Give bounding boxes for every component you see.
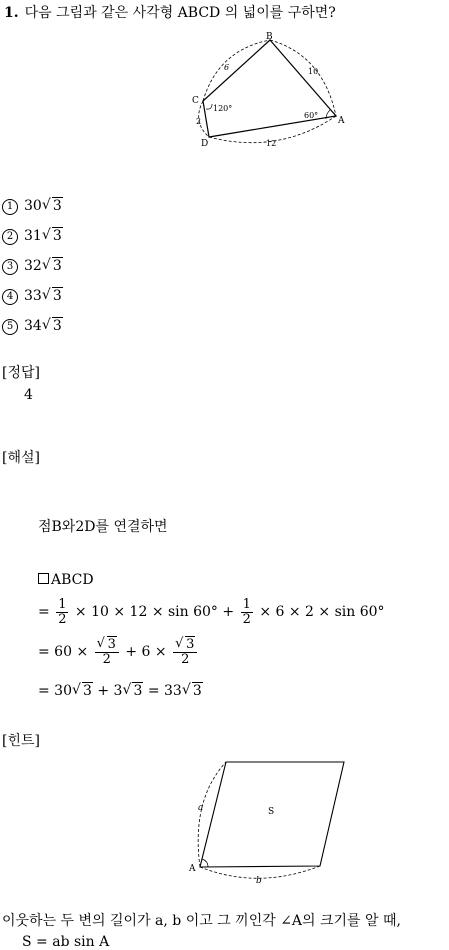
answer-label: [정답] [2, 365, 40, 381]
sqrt-symbol: √ 3 [42, 318, 63, 334]
explanation-line-2: = 60 × √ $\frac{3}{2}$ + 6 × √ $\frac{3}{2}$ [38, 638, 199, 666]
square-symbol [38, 573, 49, 584]
option-marker: 5 [2, 319, 18, 335]
explanation-line-1: = $\frac{1}{2}$ × 10 × 12 × sin 60° + $\frac{1}{2}$ × 6 × 2 × sin 60° [38, 597, 385, 627]
side-ab-label: 10 [308, 67, 319, 76]
explanation-intro: 점B와2D를 연결하면 [38, 519, 168, 535]
vertex-d-label: D [201, 139, 209, 149]
question-title [4, 2, 336, 22]
explanation-line-0: ABCD [38, 572, 94, 588]
option-marker: 4 [2, 289, 18, 305]
question-text: 다음 그림과 같은 사각형 ABCD 의 넓이를 구하면? [24, 5, 336, 21]
option-2[interactable]: 2 31√ 3 [2, 228, 63, 245]
vertex-a-label: A [189, 864, 196, 874]
hint-formula: S = ab sin A [22, 934, 110, 950]
parallelogram-figure [188, 760, 352, 888]
question-number: 1. [4, 5, 19, 21]
vertex-c-label: C [192, 96, 199, 106]
area-s-label: S [268, 807, 275, 817]
side-bc-label: 6 [224, 63, 230, 72]
option-1[interactable]: 1 30√ 3 [2, 198, 63, 215]
option-marker: 2 [2, 229, 18, 245]
sqrt-symbol: √ 3 [42, 228, 63, 244]
option-4[interactable]: 4 33√ 3 [2, 288, 63, 305]
explanation-line-3: = 30√ 3 + 3√ 3 = 33√ 3 [38, 683, 203, 699]
vertex-b-label: B [266, 32, 273, 42]
side-b-label: b [256, 876, 262, 886]
answer-value: 4 [24, 387, 33, 403]
sqrt-symbol: √ 3 [42, 198, 63, 214]
option-marker: 1 [2, 199, 18, 215]
vertex-a-label: A [338, 116, 345, 126]
explanation-label: [해설] [2, 450, 40, 466]
hint-text: 이웃하는 두 변의 길이가 a, b 이고 그 끼인각 ∠A의 크기를 알 때, [2, 913, 401, 929]
fraction-sqrt3-over-2: √ $\frac{3}{2}$ [173, 638, 197, 666]
sqrt-symbol: √ 3 [42, 288, 63, 304]
fraction-half: $\frac{1}{2}$ [242, 597, 251, 627]
side-cd-label: 2 [196, 117, 202, 126]
option-marker: 3 [2, 259, 18, 275]
side-a-label: a [198, 803, 204, 813]
quadrilateral-figure [188, 30, 350, 154]
fraction-sqrt3-over-2: √ $\frac{3}{2}$ [95, 638, 119, 666]
sqrt-symbol: √ 3 [42, 258, 63, 274]
angle-c-label: 120° [213, 104, 233, 113]
side-da-label: 12 [266, 139, 277, 148]
angle-a-label: 60° [304, 111, 319, 120]
option-3[interactable]: 3 32√ 3 [2, 258, 63, 275]
fraction-half: $\frac{1}{2}$ [58, 597, 67, 627]
hint-label: [힌트] [2, 733, 40, 749]
option-5[interactable]: 5 34√ 3 [2, 318, 63, 335]
